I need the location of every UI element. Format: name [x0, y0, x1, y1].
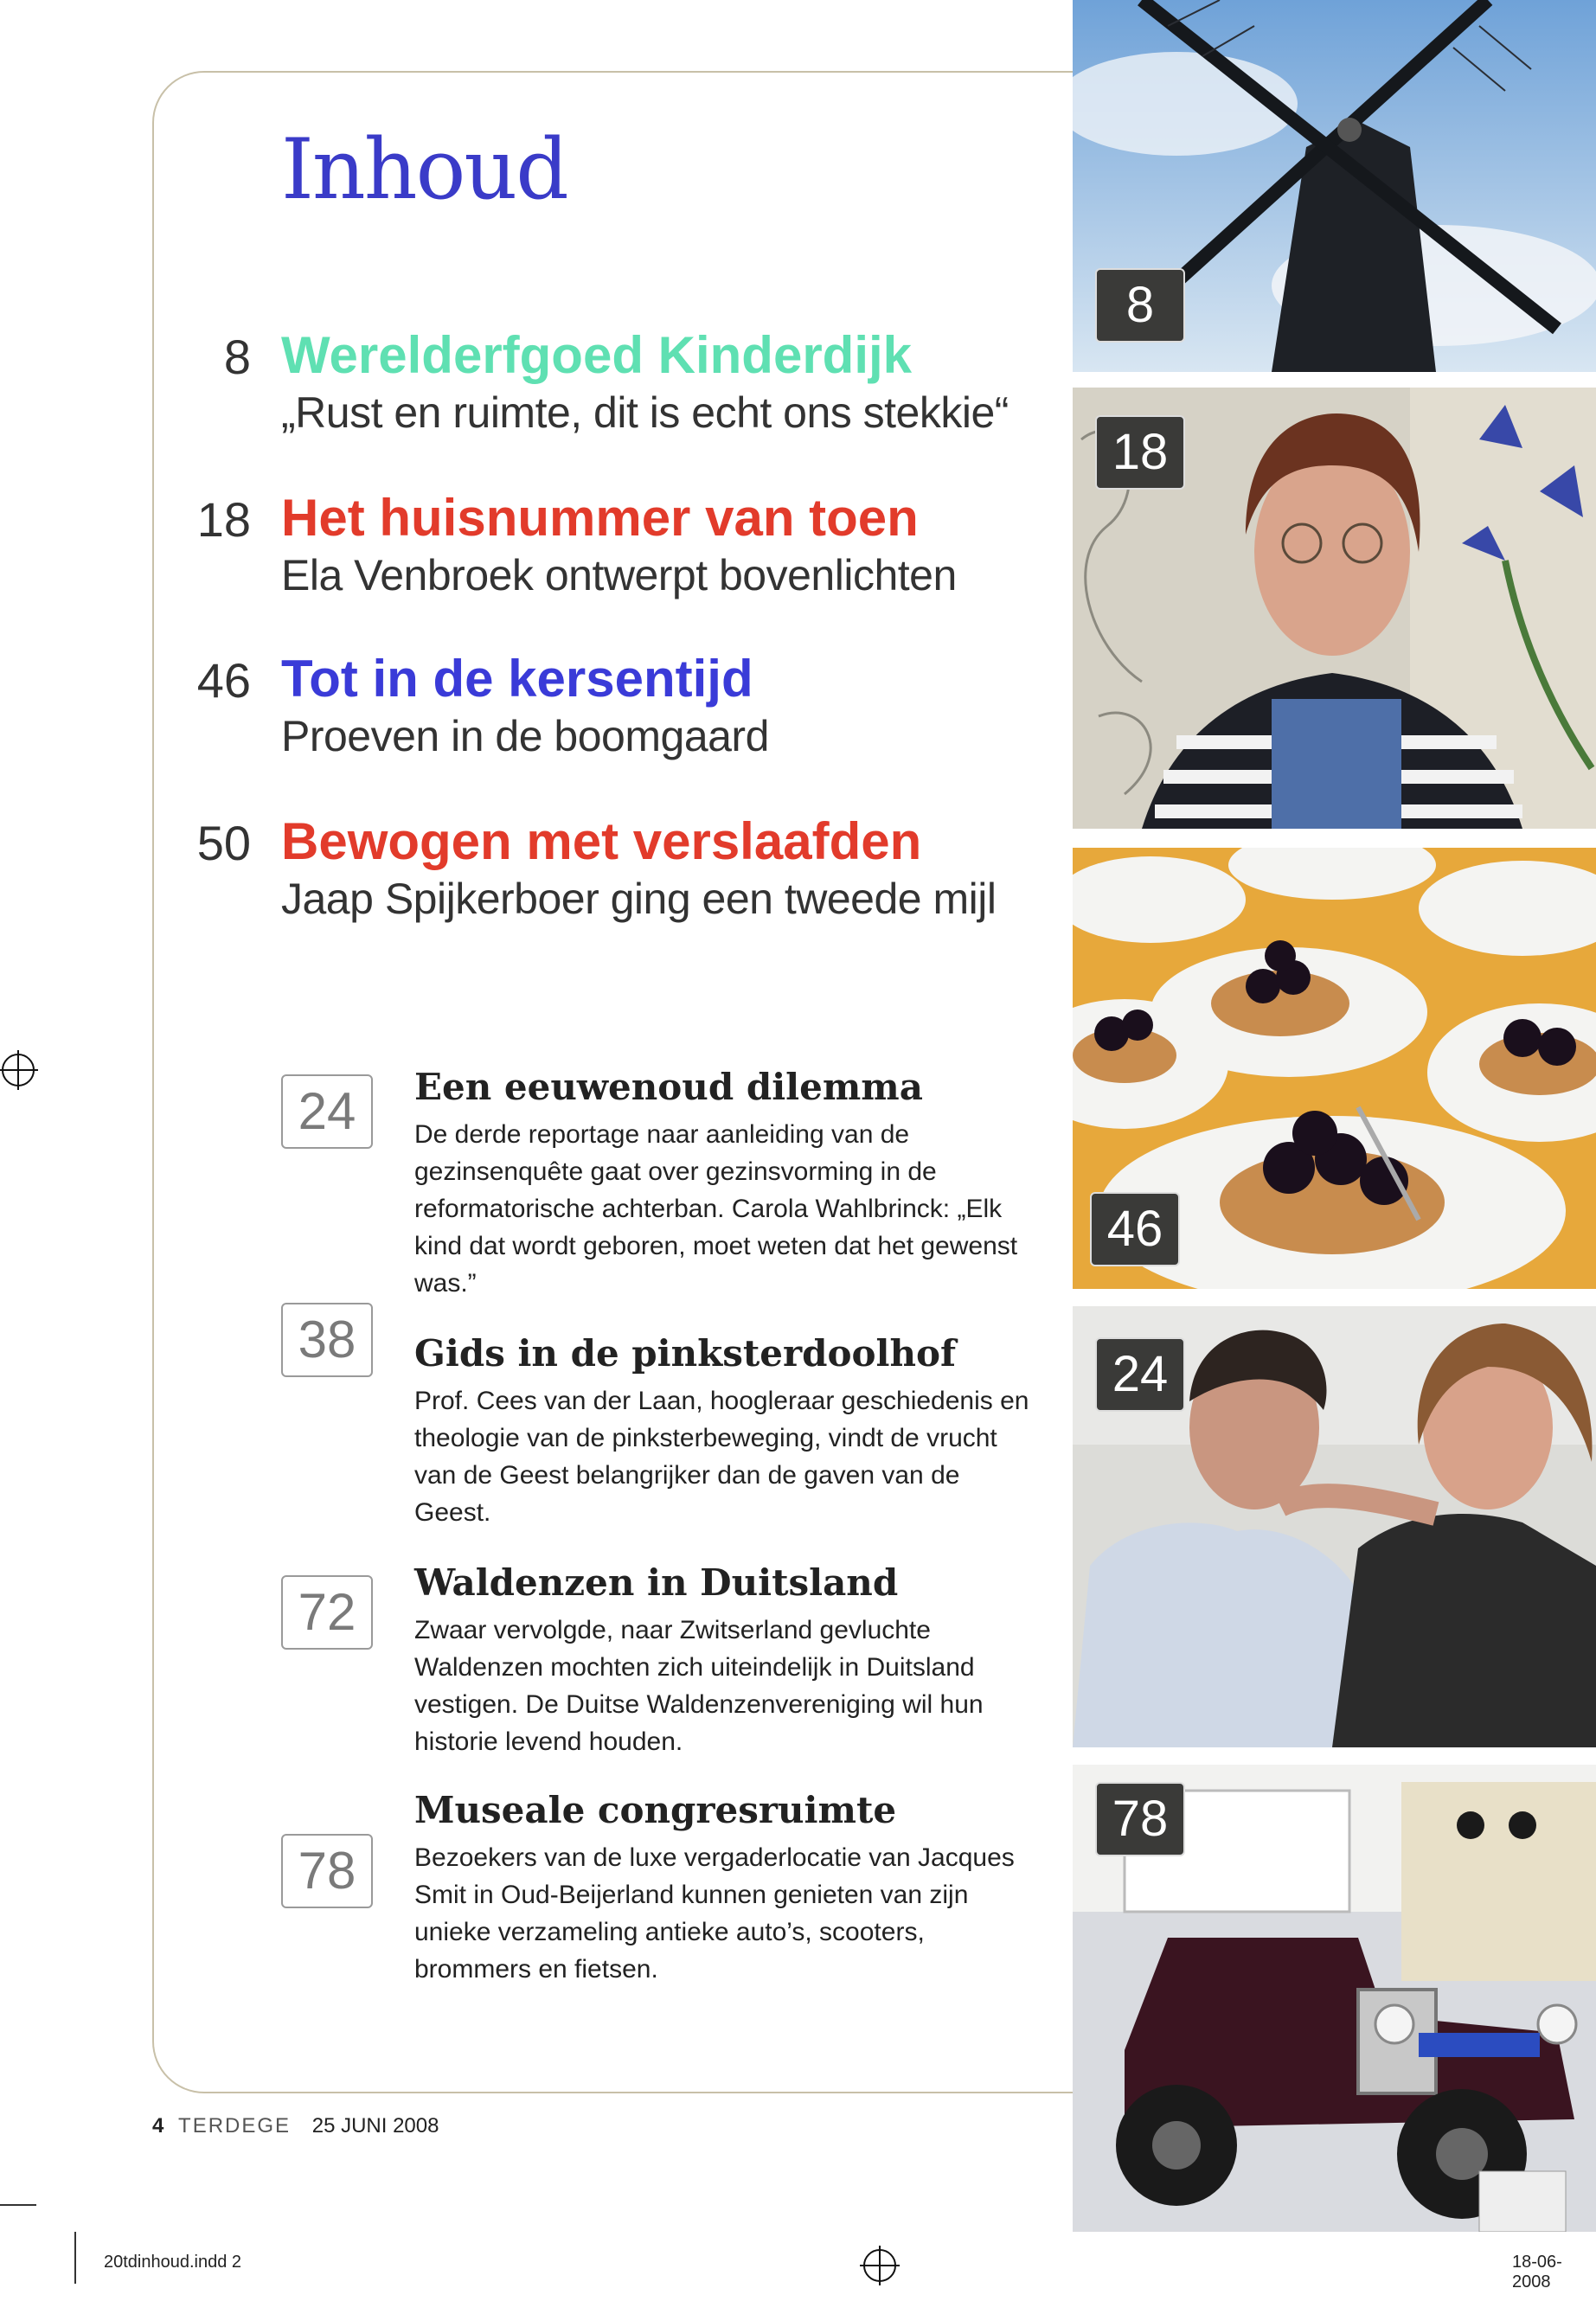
- registration-mark-icon: [2, 1054, 35, 1086]
- article-title: Een eeuwenoud dilemma: [414, 1066, 923, 1108]
- article-text: De derde reportage naar aanleiding van de gezinsenquête gaat over gezinsvorming in de reformatorische achterban. Carola Wahlbrinck: „Elk kind dat wordt geboren, moet weten dat het gewenst was.”: [414, 1120, 1018, 1298]
- photo-badge: 46: [1090, 1192, 1180, 1266]
- article-text: Zwaar vervolgde, naar Zwitserland gevluchte Waldenzen mochten zich uiteindelijk in Duitsland vestigen. De Duitse Waldenzenvereniging wil hun historie levend houden.: [414, 1616, 984, 1756]
- photo-badge: 18: [1095, 415, 1185, 490]
- photo-badge: 78: [1095, 1782, 1185, 1856]
- footer-page-number: 4: [152, 2114, 164, 2138]
- footer-date: 25 JUNI 2008: [311, 2114, 439, 2138]
- article-title: Museale congresruimte: [414, 1789, 897, 1831]
- page-footer: [152, 2114, 439, 2138]
- page-title: Inhoud: [281, 121, 567, 218]
- feature-number: 50: [196, 816, 251, 870]
- article-title: Waldenzen in Duitsland: [414, 1561, 899, 1604]
- feature-title: Tot in de kersentijd: [281, 650, 753, 708]
- crop-mark: [0, 2204, 36, 2206]
- article-page-number: 78: [281, 1834, 373, 1908]
- feature-title: Bewogen met verslaafden: [281, 812, 922, 870]
- feature-number: 46: [196, 653, 251, 708]
- article-page-number: 38: [281, 1303, 373, 1377]
- feature-number: 8: [223, 330, 251, 384]
- article-text: Prof. Cees van der Laan, hoogleraar geschiedenis en theologie van de pinksterbeweging, vindt de vrucht van de Geest belangrijker dan de gaven van de Geest.: [414, 1387, 1029, 1527]
- feature-title: Het huisnummer van toen: [281, 489, 919, 547]
- article-title: Gids in de pinksterdoolhof: [414, 1332, 957, 1375]
- article-page-number: 72: [281, 1575, 373, 1650]
- feature-subtitle: „Rust en ruimte, dit is echt ons stekkie“: [281, 388, 1009, 437]
- footer-magazine: TERDEGE: [178, 2114, 292, 2138]
- feature-subtitle: Jaap Spijkerboer ging een tweede mijl: [281, 875, 997, 923]
- slug-filename: 20tdinhoud.indd 2: [104, 2253, 242, 2272]
- crop-mark: [74, 2232, 76, 2284]
- feature-title: Werelderfgoed Kinderdijk: [281, 326, 913, 384]
- photo-badge: 8: [1095, 268, 1185, 343]
- feature-number: 18: [196, 492, 251, 547]
- feature-subtitle: Ela Venbroek ontwerpt bovenlichten: [281, 551, 957, 599]
- slug-date: 18-06-2008: [1512, 2253, 1562, 2291]
- article-page-number: 24: [281, 1074, 373, 1149]
- article-text: Bezoekers van de luxe vergaderlocatie van Jacques Smit in Oud-Beijerland kunnen genieten van zijn unieke verzameling antieke auto’s, scooters, brommers en fietsen.: [414, 1843, 1015, 1984]
- registration-mark-icon: [863, 2249, 896, 2282]
- photo-badge: 24: [1095, 1337, 1185, 1412]
- feature-subtitle: Proeven in de boomgaard: [281, 712, 769, 760]
